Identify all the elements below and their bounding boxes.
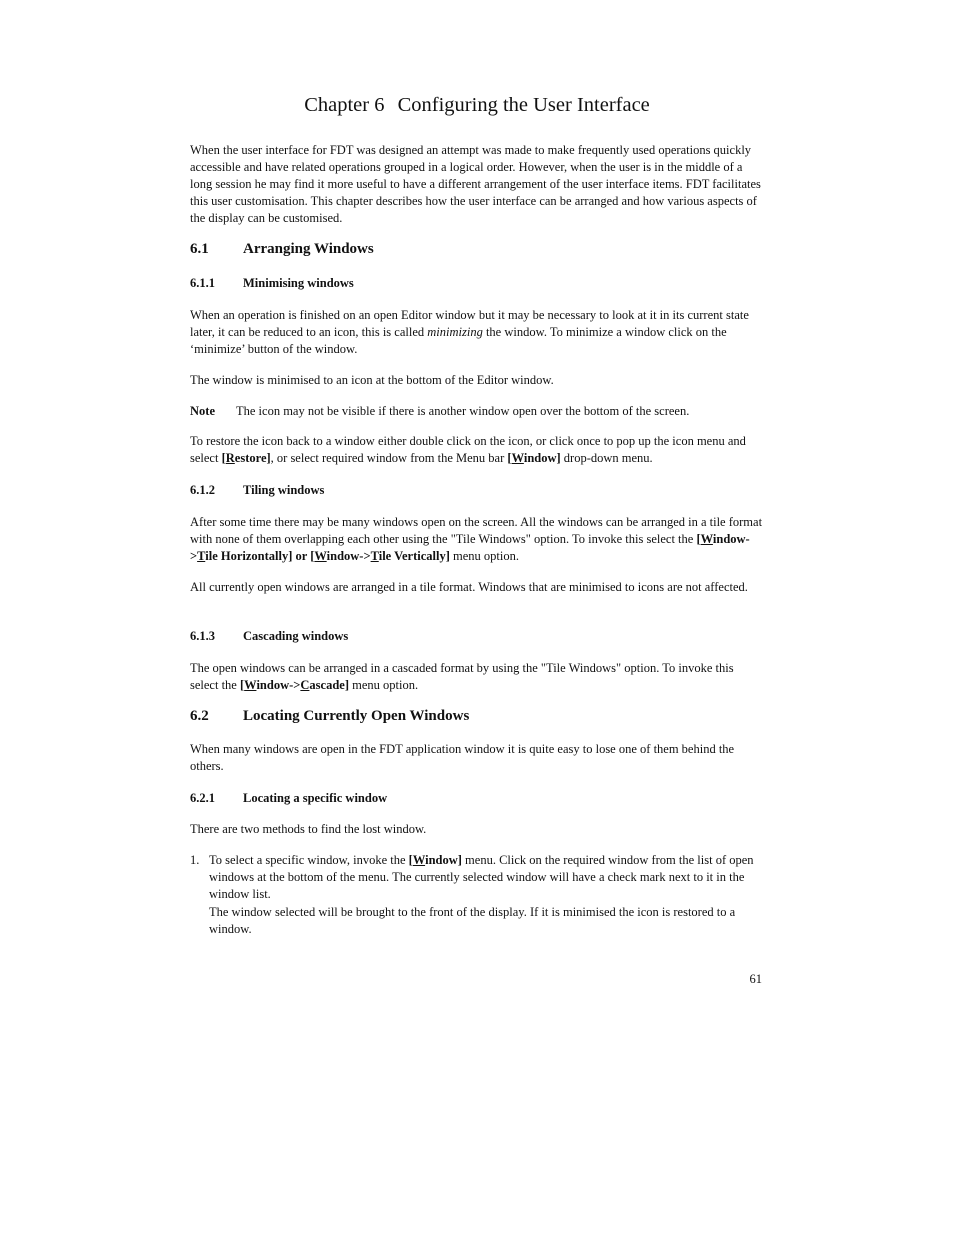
text-run: menu. Click on the required window from the list of open windows at the bottom of the menu. The currently selected window will have a check mark next to it in the window list. — [209, 853, 754, 901]
window-menu-ref: [Window] — [507, 451, 561, 465]
text-run: The open windows can be arranged in a cascaded format by using the "Tile Windows" option. To invoke this select the — [190, 661, 734, 692]
emphasis-text: minimizing — [427, 325, 483, 339]
subsection-heading-6-1-2 — [190, 483, 324, 498]
chapter-number: Chapter 6 — [304, 94, 385, 116]
numbered-list — [190, 852, 764, 938]
text-run: drop-down menu. — [560, 451, 653, 465]
subsection-title: Cascading windows — [243, 629, 349, 643]
chapter-title-text: Configuring the User Interface — [397, 94, 650, 116]
section-number: 6.1 — [190, 241, 209, 257]
subsection-heading-6-1-3 — [190, 629, 348, 644]
text-run: When an operation is finished on an open Editor window but it may be necessary to look at it in its current state later, it can be reduced to an icon, this is called — [190, 308, 749, 339]
subsection-number: 6.1.1 — [190, 276, 215, 290]
subsection-number: 6.1.2 — [190, 483, 215, 497]
chapter-title — [0, 94, 954, 117]
text-run: To select a specific window, invoke the — [209, 853, 409, 867]
locating-paragraph: When many windows are open in the FDT application window it is quite easy to lose one of them behind the others. — [190, 742, 735, 773]
subsection-title: Minimising windows — [243, 276, 354, 290]
list-item-paragraph: The window selected will be brought to the front of the display. If it is minimised the icon is restored to a window. — [209, 905, 736, 936]
tiling-paragraph-2: All currently open windows are arranged in a tile format. Windows that are minimised to icons are not affected. — [190, 580, 748, 594]
subsection-title: Tiling windows — [243, 483, 325, 497]
cascading-paragraph — [190, 660, 764, 694]
subsection-title: Locating a specific window — [243, 791, 388, 805]
tile-menu-ref: [Window->Tile Horizontally] or [Window->Tile Vertically] — [190, 532, 750, 563]
note — [190, 403, 764, 420]
minimising-paragraph-1 — [190, 307, 764, 358]
list-item — [209, 852, 764, 938]
subsection-number: 6.2.1 — [190, 791, 215, 805]
subsection-number: 6.1.3 — [190, 629, 215, 643]
cascade-menu-ref: [Window->Cascade] — [239, 678, 349, 692]
section-title: Locating Currently Open Windows — [243, 708, 470, 724]
minimising-paragraph-2: The window is minimised to an icon at the bottom of the Editor window. — [190, 373, 554, 387]
text-run: To restore the icon back to a window either double click on the icon, or click once to pop up the icon menu and select — [190, 434, 746, 465]
list-item-number: 1. — [190, 853, 200, 867]
text-run: menu option. — [449, 549, 519, 563]
section-title: Arranging Windows — [243, 241, 374, 257]
tiling-paragraph-1 — [190, 514, 764, 565]
text-run: the window. To minimize a window click on the ‘minimize’ button of the window. — [190, 325, 727, 356]
subsection-heading-6-1-1 — [190, 276, 354, 291]
note-label: Note — [190, 404, 215, 418]
subsection-heading-6-2-1 — [190, 791, 387, 806]
window-menu-ref: [Window] — [408, 853, 462, 867]
note-text: The icon may not be visible if there is another window open over the bottom of the screen. — [236, 404, 690, 418]
section-heading-6-1 — [190, 241, 374, 258]
minimising-paragraph-3 — [190, 433, 764, 467]
section-number: 6.2 — [190, 708, 209, 724]
text-run: After some time there may be many windows open on the screen. All the windows can be arranged in a tile format with none of them overlapping each other using the "Tile Windows" option. To invoke this select the — [190, 515, 763, 546]
specific-window-paragraph: There are two methods to find the lost window. — [190, 822, 427, 836]
intro-paragraph: When the user interface for FDT was designed an attempt was made to make frequently used operations quickly accessible and have related operations grouped in a logical order. However, when the user is in the middle of a long session he may find it more useful to have a different arrangement of the user interface items. FDT facilitates this user customisation. This chapter describes how the user interface can be arranged and how various aspects of the display can be customised. — [190, 143, 761, 225]
text-run: menu option. — [349, 678, 419, 692]
restore-menu-ref: [Restore] — [221, 451, 271, 465]
page-number: 61 — [749, 972, 762, 986]
text-run: , or select required window from the Menu bar — [270, 451, 508, 465]
section-heading-6-2 — [190, 708, 469, 725]
